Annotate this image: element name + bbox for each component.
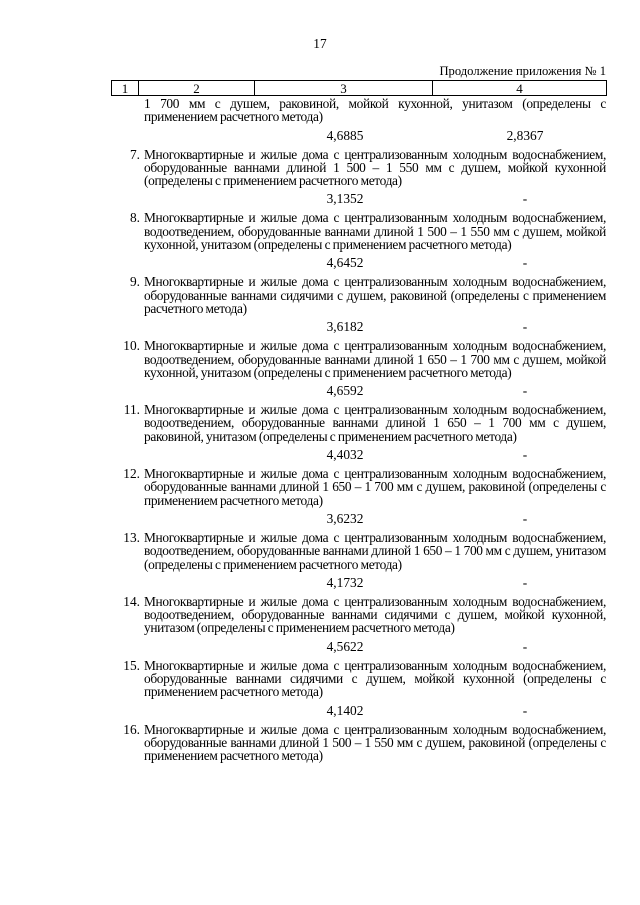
row-value-col4: - bbox=[522, 255, 528, 271]
row-value-col4: - bbox=[522, 702, 528, 718]
header-cell-3: 3 bbox=[255, 81, 433, 95]
row-value-col4: - bbox=[522, 638, 528, 654]
row-description: Многоквартирные и жилые дома с централизованным холодным водоснабжением, водоотведением, оборудованные ваннами длиной 1 650 – 1 700 мм с душем, унитазом (определены с применением расчетного метода) bbox=[144, 529, 606, 572]
table-row bbox=[0, 211, 640, 271]
row-description: Многоквартирные и жилые дома с централизованным холодным водоснабжением, оборудованные ваннами сидячими с душем, мойкой кухонной (определены с применением расчетного метода) bbox=[144, 657, 606, 700]
page-number: 17 bbox=[313, 36, 327, 51]
row-number: 9. bbox=[129, 274, 140, 290]
row-value-col3: 4,1402 bbox=[326, 702, 364, 718]
row-description: Многоквартирные и жилые дома с централизованным холодным водоснабжением, водоотведением, оборудованные ваннами длиной 1 650 – 1 700 мм с душем, мойкой кухонной, унитазом (определены с применением расчетного метода) bbox=[144, 338, 606, 380]
row-number: 8. bbox=[129, 210, 140, 226]
table-row bbox=[0, 659, 640, 719]
row-description: Многоквартирные и жилые дома с централизованным холодным водоснабжением, оборудованные ваннами длиной 1 650 – 1 700 мм с душем, раковиной (определены с применением расчетного метода) bbox=[144, 466, 606, 508]
table-row bbox=[0, 531, 640, 591]
row-value-col4: - bbox=[522, 574, 528, 590]
row-number: 10. bbox=[123, 338, 140, 354]
table-row bbox=[0, 339, 640, 399]
row-number: 12. bbox=[123, 466, 140, 482]
row-value-col4: - bbox=[522, 383, 528, 399]
row-value-col3: 4,1732 bbox=[326, 574, 364, 590]
row-value-col4: - bbox=[522, 319, 528, 335]
table-row bbox=[0, 148, 640, 208]
row-value-col3: 3,1352 bbox=[326, 191, 364, 207]
continuation-caption: Продолжение приложения № 1 bbox=[439, 64, 606, 78]
row-description: Многоквартирные и жилые дома с централизованным холодным водоснабжением, водоотведением, оборудованные ваннами длиной 1 500 – 1 550 мм с душем, мойкой кухонной, унитазом (определены с применением расчетного метода) bbox=[144, 210, 606, 253]
row-description: Многоквартирные и жилые дома с централизованным холодным водоснабжением, оборудованные ваннами длиной 1 500 – 1 550 мм с душем, мойкой кухонной (определены с применением расчетного метода) bbox=[144, 146, 606, 189]
row-value-col3: 4,5622 bbox=[326, 638, 364, 654]
row-number: 13. bbox=[123, 529, 140, 545]
row-value-col4: 2,8367 bbox=[506, 127, 544, 143]
row-value-col3: 3,6182 bbox=[326, 319, 364, 335]
row-description: Многоквартирные и жилые дома с централизованным холодным водоснабжением, оборудованные ваннами сидячими с душем, раковиной (определены с применением расчетного метода) bbox=[144, 274, 606, 316]
table-row bbox=[0, 723, 640, 763]
row-number: 7. bbox=[129, 146, 140, 162]
row-value-col4: - bbox=[522, 191, 528, 207]
table-row bbox=[0, 595, 640, 655]
table-body bbox=[0, 97, 640, 763]
row-description: 1 700 мм с душем, раковиной, мойкой кухонной, унитазом (определены с применением расчетного метода) bbox=[144, 96, 606, 125]
row-description: Многоквартирные и жилые дома с централизованным холодным водоснабжением, оборудованные ваннами длиной 1 500 – 1 550 мм с душем, раковиной (определены с применением расчетного метода) bbox=[144, 721, 606, 764]
header-cell-2: 2 bbox=[139, 81, 255, 95]
row-value-col3: 4,4032 bbox=[326, 447, 364, 463]
row-description: Многоквартирные и жилые дома с централизованным холодным водоснабжением, водоотведением, оборудованные ваннами длиной 1 650 – 1 700 мм с душем, раковиной, унитазом (определены с применением расчетного метода) bbox=[144, 402, 606, 444]
row-value-col4: - bbox=[522, 447, 528, 463]
table-row bbox=[0, 275, 640, 335]
table-row bbox=[0, 97, 640, 144]
table-row bbox=[0, 403, 640, 463]
row-value-col3: 4,6452 bbox=[326, 255, 364, 271]
row-number: 11. bbox=[123, 402, 140, 418]
row-number: 15. bbox=[123, 657, 140, 673]
row-value-col3: 3,6232 bbox=[326, 510, 364, 526]
row-value-col4: - bbox=[522, 510, 528, 526]
header-cell-1: 1 bbox=[112, 81, 139, 95]
table-header bbox=[111, 80, 607, 96]
header-cell-4: 4 bbox=[516, 81, 523, 96]
table-row bbox=[0, 467, 640, 527]
row-number: 16. bbox=[123, 721, 140, 737]
row-value-col3: 4,6885 bbox=[326, 127, 364, 143]
row-value-col3: 4,6592 bbox=[326, 383, 364, 399]
row-description: Многоквартирные и жилые дома с централизованным холодным водоснабжением, водоотведением, оборудованные ваннами сидячими с душем, мойкой кухонной, унитазом (определены с применением расчетного метода) bbox=[144, 593, 606, 636]
row-number: 14. bbox=[123, 593, 140, 609]
